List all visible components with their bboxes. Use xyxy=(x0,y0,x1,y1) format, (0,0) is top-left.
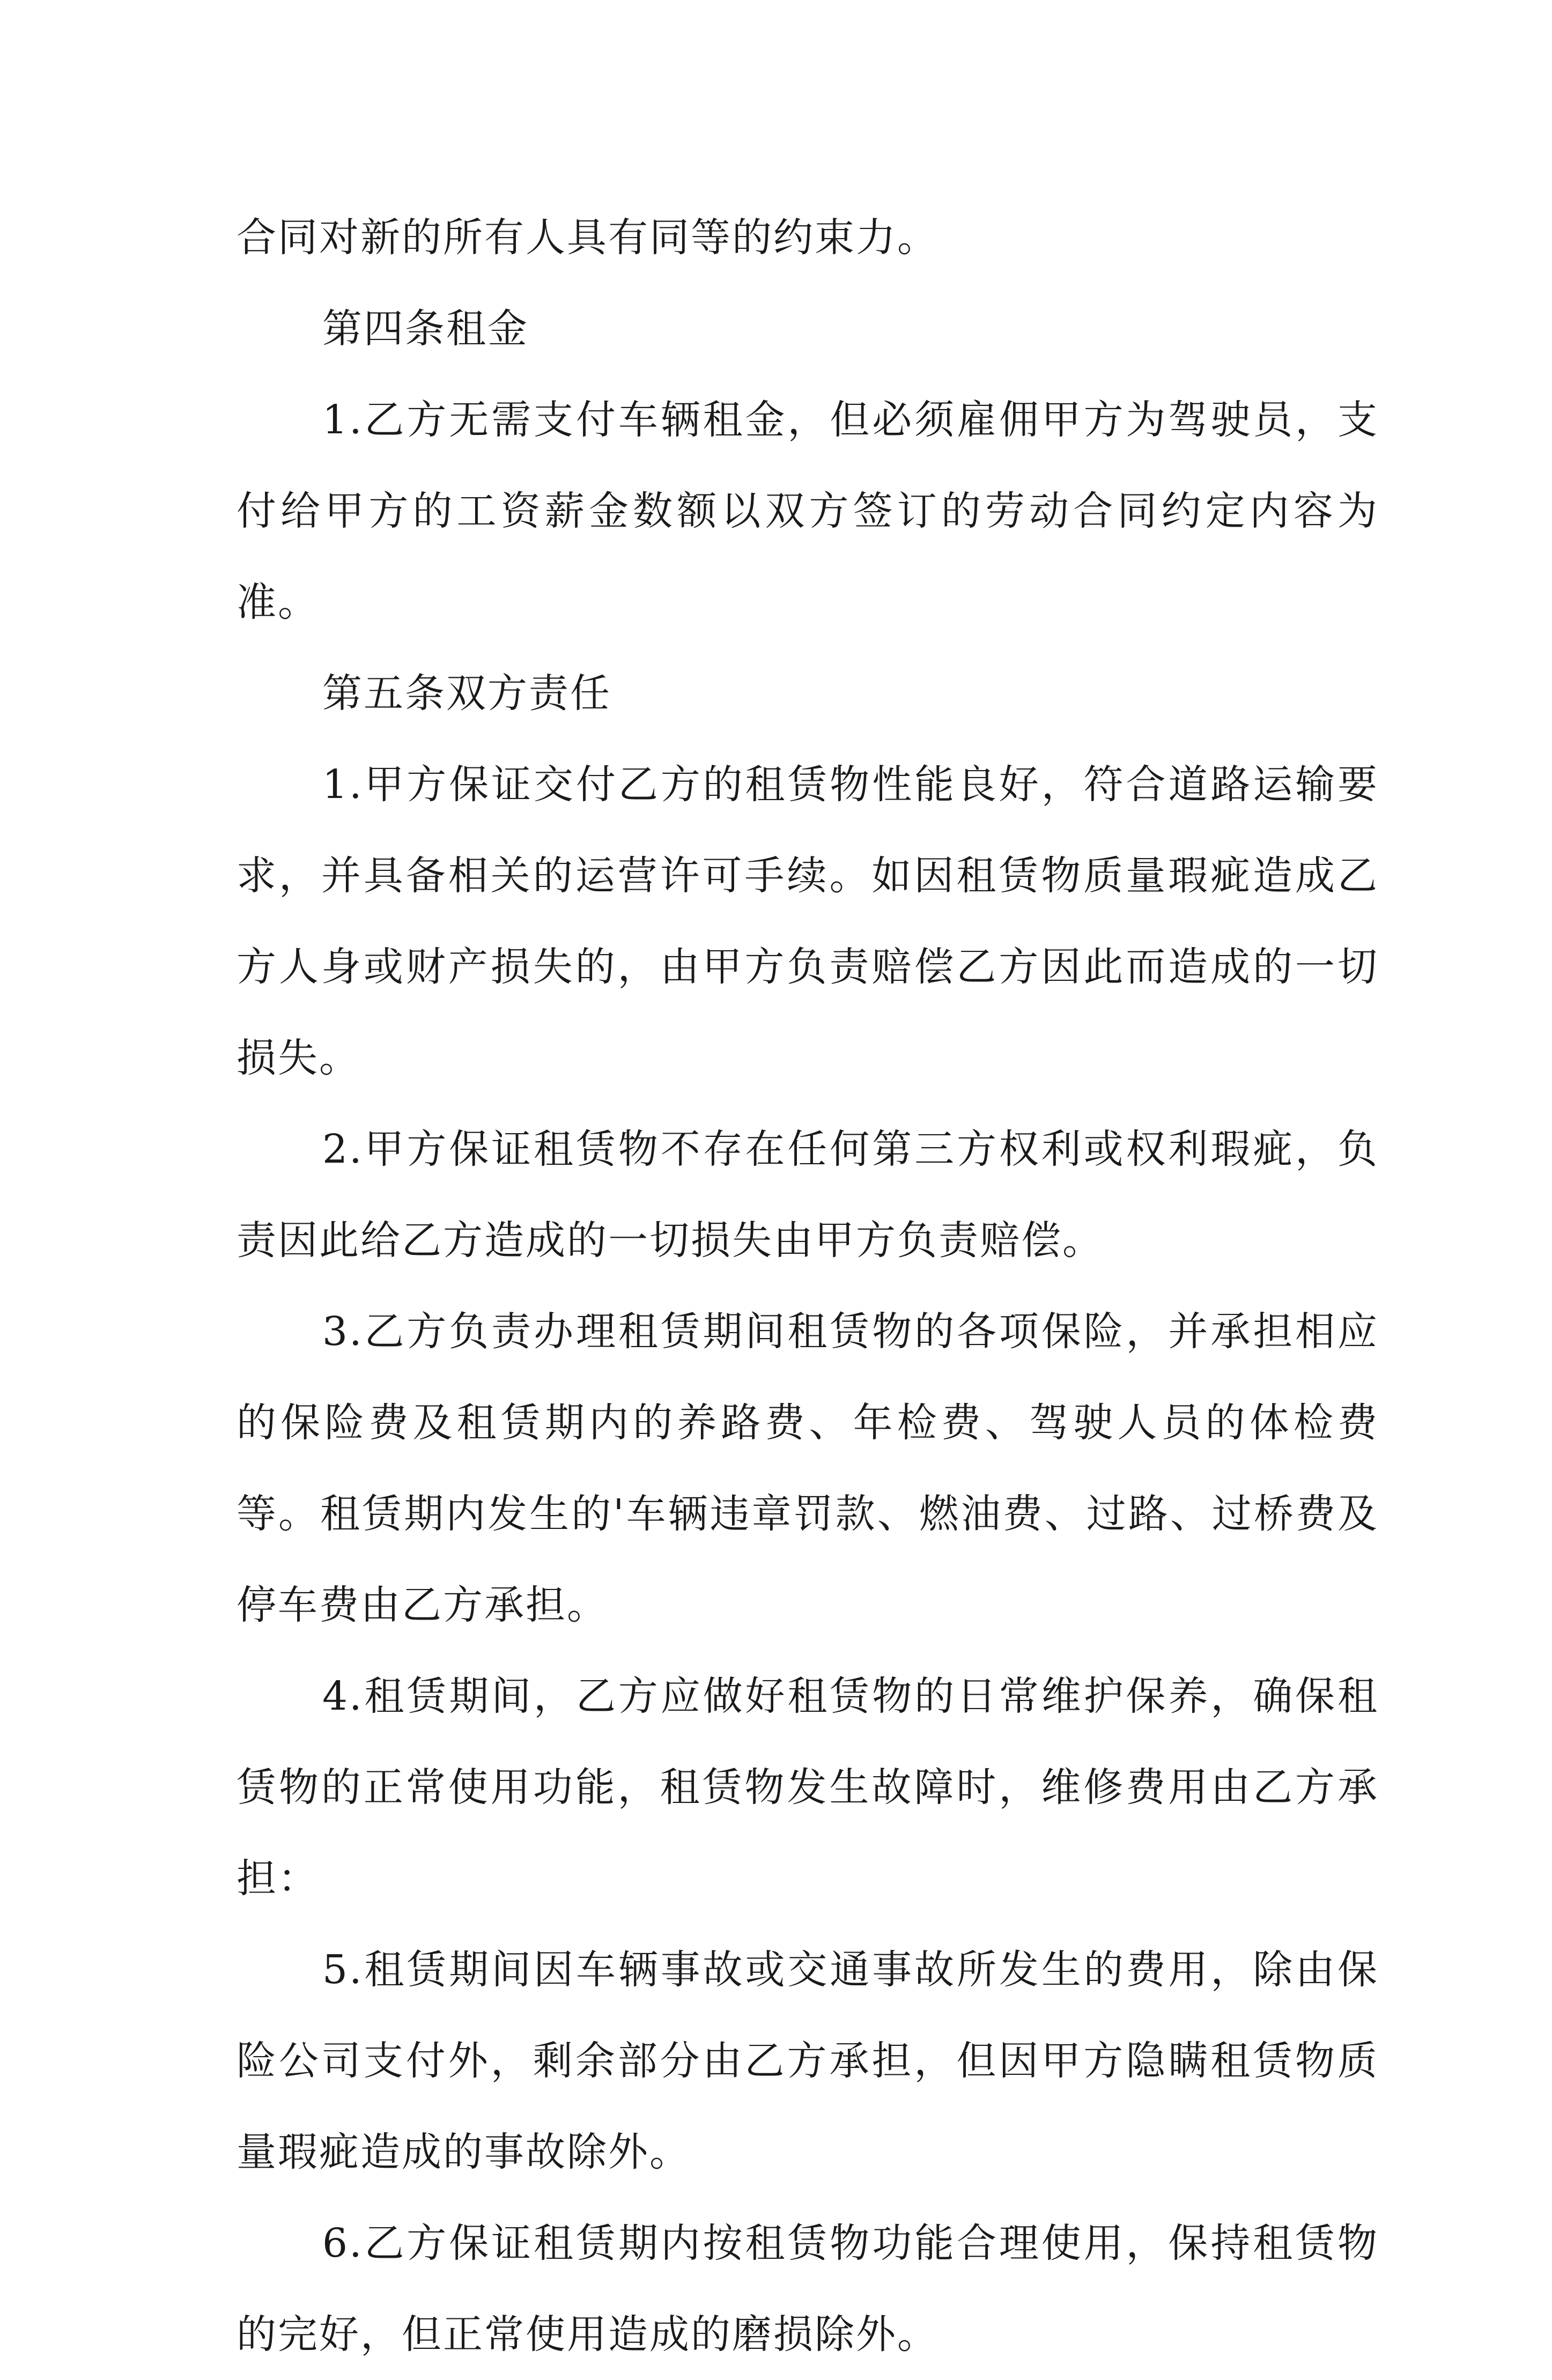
paragraph-responsibility-6: 6.乙方保证租赁期内按租赁物功能合理使用，保持租赁物的完好，但正常使用造成的磨损除外。 xyxy=(237,2220,1379,2357)
paragraph-responsibility-3: 3.乙方负责办理租赁期间租赁物的各项保险，并承担相应的保险费及租赁期内的养路费、年检费、驾驶人员的体检费等。租赁期内发生的'车辆违章罚款、燃油费、过路、过桥费及停车费由乙方承担。 xyxy=(237,1309,1379,1628)
paragraph-rent-1: 1.乙方无需支付车辆租金，但必须雇佣甲方为驾驶员，支付给甲方的工资薪金数额以双方签订的劳动合同约定内容为准。 xyxy=(237,397,1379,625)
paragraph-responsibility-1: 1.甲方保证交付乙方的租赁物性能良好，符合道路运输要求，并具备相关的运营许可手续。如因租赁物质量瑕疵造成乙方人身或财产损失的，由甲方负责赔偿乙方因此而造成的一切损失。 xyxy=(237,762,1379,1081)
document-body xyxy=(237,192,1379,2380)
paragraph-responsibility-2: 2.甲方保证租赁物不存在任何第三方权利或权利瑕疵，负责因此给乙方造成的一切损失由甲方负责赔偿。 xyxy=(237,1126,1379,1263)
section-heading-rent: 第四条租金 xyxy=(322,306,529,352)
section-heading-responsibilities: 第五条双方责任 xyxy=(322,670,611,716)
paragraph-continuation: 合同对新的所有人具有同等的约束力。 xyxy=(237,215,938,261)
paragraph-responsibility-5: 5.租赁期间因车辆事故或交通事故所发生的费用，除由保险公司支付外，剩余部分由乙方承担，但因甲方隐瞒租赁物质量瑕疵造成的事故除外。 xyxy=(237,1947,1379,2175)
paragraph-responsibility-4: 4.租赁期间，乙方应做好租赁物的日常维护保养，确保租赁物的正常使用功能，租赁物发生故障时，维修费用由乙方承担： xyxy=(237,1673,1379,1902)
